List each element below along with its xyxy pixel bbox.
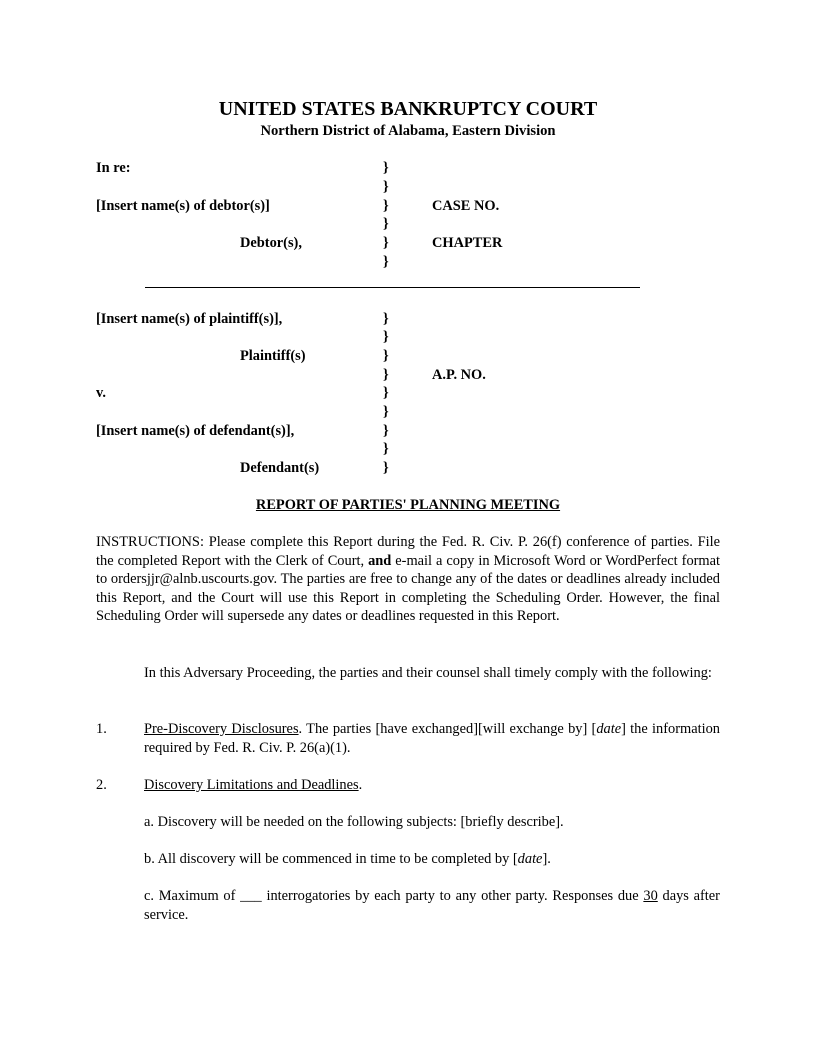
- in-re-label: In re:: [96, 160, 131, 176]
- caption-brace: }: [383, 423, 389, 439]
- defendant-label: Defendant(s): [240, 460, 320, 476]
- debtor-name: [Insert name(s) of debtor(s)]: [96, 198, 270, 214]
- instructions-and: and: [368, 552, 392, 569]
- instructions-text: INSTRUCTIONS: Please complete this Report during the Fed. R. Civ. P. 26(f) conference of parties. File the completed Report with the Clerk of Court,: [96, 534, 720, 569]
- plaintiff-label: Plaintiff(s): [240, 348, 306, 364]
- item-1-text: [144, 720, 720, 757]
- instructions-paragraph: [96, 533, 720, 626]
- caption-divider: [145, 287, 640, 288]
- item-2-text: [144, 776, 362, 794]
- caption-brace: }: [383, 385, 389, 401]
- caption-brace: }: [383, 235, 389, 251]
- caption-brace: }: [383, 198, 389, 214]
- subitem-b-end: ].: [542, 851, 551, 867]
- subitem-c-blank: ___: [240, 888, 262, 904]
- caption-brace: }: [383, 254, 389, 270]
- subitem-c: [144, 887, 720, 924]
- plaintiff-name: [Insert name(s) of plaintiff(s)],: [96, 311, 283, 327]
- caption-brace: }: [383, 367, 389, 383]
- item-1-date: date: [596, 721, 622, 737]
- subitem-c-end: days after service.: [144, 888, 720, 923]
- caption-brace: }: [383, 311, 389, 327]
- item-1-body-b: ] the information required by Fed. R. Civ. P. 26(a)(1).: [144, 721, 720, 756]
- subitem-c-days: 30: [643, 888, 658, 904]
- court-title: UNITED STATES BANKRUPTCY COURT: [218, 98, 598, 120]
- subitem-b: [144, 850, 551, 868]
- chapter-label: CHAPTER: [432, 235, 503, 251]
- item-2-heading: Discovery Limitations and Deadlines: [144, 777, 359, 793]
- ap-no-label: A.P. NO.: [432, 367, 486, 383]
- subitem-a: a. Discovery will be needed on the following subjects: [briefly describe].: [144, 814, 564, 830]
- intro-paragraph: In this Adversary Proceeding, the parties and their counsel shall timely comply with the following:: [144, 665, 712, 681]
- case-no-label: CASE NO.: [432, 198, 500, 214]
- report-title: REPORT OF PARTIES' PLANNING MEETING: [255, 497, 561, 513]
- subitem-c-text: c. Maximum of: [144, 888, 241, 904]
- versus-label: v.: [96, 385, 106, 401]
- defendant-name: [Insert name(s) of defendant(s)],: [96, 423, 295, 439]
- subitem-b-date: date: [517, 851, 543, 867]
- district-subtitle: Northern District of Alabama, Eastern Division: [260, 123, 556, 139]
- instructions-text-2: e-mail a copy in Microsoft Word or WordPerfect format to ordersjjr@alnb.uscourts.gov. The parties are free to change any of the dates or deadlines already included this Report, and the Court will use this Report in completing the Scheduling Order. However, the final Scheduling Order will supersede any dates or deadlines requested in this Report.: [96, 552, 721, 625]
- caption-brace: }: [383, 216, 389, 232]
- caption-brace: }: [383, 179, 389, 195]
- caption-brace: }: [383, 348, 389, 364]
- debtor-label: Debtor(s),: [240, 235, 302, 251]
- caption-brace: }: [383, 404, 389, 420]
- caption-brace: }: [383, 329, 389, 345]
- caption-brace: }: [383, 460, 389, 476]
- item-1-heading: Pre-Discovery Disclosures: [144, 721, 299, 737]
- subitem-b-text: b. All discovery will be commenced in time to be completed by [: [144, 851, 518, 867]
- caption-brace: }: [383, 160, 389, 176]
- caption-brace: }: [383, 441, 389, 457]
- item-2-period: .: [358, 777, 363, 793]
- item-1-body-a: . The parties [have exchanged][will exchange by] [: [298, 721, 597, 737]
- subitem-c-mid: interrogatories by each party to any other party. Responses due: [261, 888, 644, 904]
- item-2-number: 2.: [96, 777, 107, 793]
- item-1-number: 1.: [96, 721, 107, 737]
